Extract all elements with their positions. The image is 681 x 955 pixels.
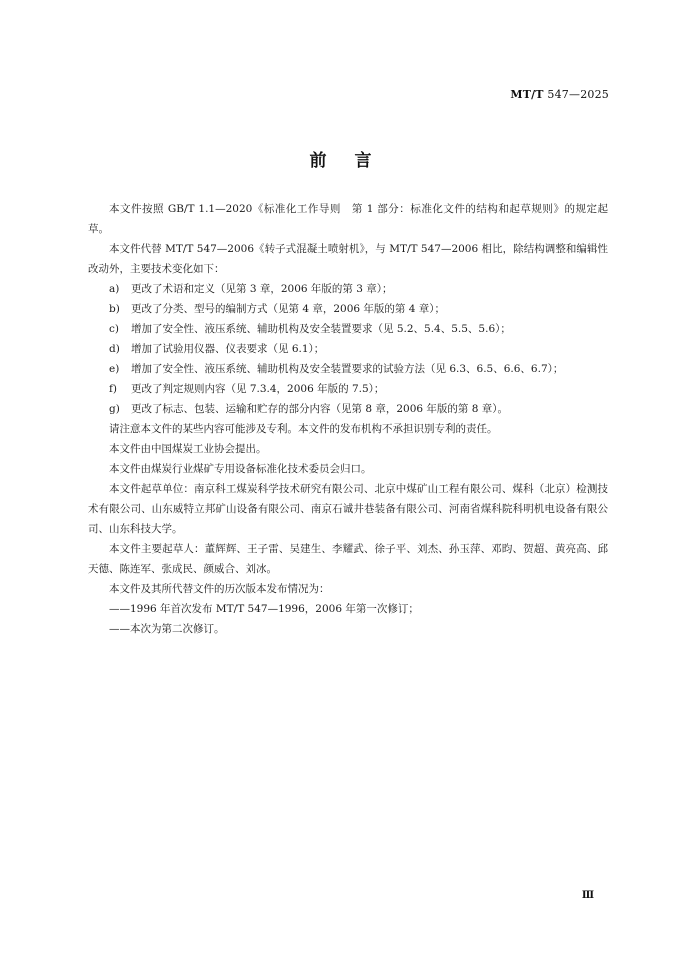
list-marker: b) [109,303,120,315]
paragraph-drafters: 本文件主要起草人：董辉辉、王子雷、吴建生、李耀武、徐子平、刘杰、孙玉萍、邓昀、贺超、黄亮高、邱天德、陈连军、张成民、颜威合、刘冰。 [88,543,608,575]
list-item [88,379,608,399]
standard-code [510,88,609,101]
standard-number: 547—2025 [547,88,609,101]
list-marker: c) [109,323,119,335]
list-item-text: 更改了分类、型号的编制方式（见第 4 章，2006 年版的第 4 章）； [131,303,446,315]
list-marker: g) [109,403,120,415]
foreword-body [88,199,608,639]
list-marker: d) [109,343,120,355]
list-item [88,339,608,359]
standard-prefix: MT/T [510,88,544,101]
list-item-text: 更改了术语和定义（见第 3 章，2006 年版的第 3 章）； [131,283,393,295]
paragraph-replacement: 本文件代替 MT/T 547—2006《转子式混凝土喷射机》，与 MT/T 547—2006 相比，除结构调整和编辑性改动外，主要技术变化如下： [88,243,608,275]
paragraph-history-intro: 本文件及其所代替文件的历次版本发布情况为： [109,583,330,595]
page-number: Ⅲ [581,890,595,901]
paragraph-drafting-rules: 本文件按照 GB/T 1.1—2020《标准化工作导则 第 1 部分：标准化文件的结构和起草规则》的规定起草。 [88,203,608,235]
list-marker: f) [109,383,117,395]
list-item-text: 增加了安全性、液压系统、辅助机构及安全装置要求的试验方法（见 6.3、6.5、6.6、6.7）； [131,363,564,375]
list-item-text: 增加了安全性、液压系统、辅助机构及安全装置要求（见 5.2、5.4、5.5、5.6）； [131,323,511,335]
paragraph-committee: 本文件由煤炭行业煤矿专用设备标准化技术委员会归口。 [109,463,372,475]
history-item: ——1996 年首次发布 MT/T 547—1996，2006 年第一次修订； [109,603,419,615]
paragraph-proposer: 本文件由中国煤炭工业协会提出。 [109,443,267,455]
list-marker: a) [109,283,120,295]
list-item-text: 增加了试验用仪器、仪表要求（见 6.1）； [131,343,325,355]
page-title: 前言 [309,151,400,171]
list-item [88,319,608,339]
list-item [88,399,608,419]
history-item: ——本次为第二次修订。 [109,623,225,635]
list-item [88,299,608,319]
paragraph-patent-notice: 请注意本文件的某些内容可能涉及专利。本文件的发布机构不承担识别专利的责任。 [109,423,498,435]
paragraph-drafting-units: 本文件起草单位：南京科工煤炭科学技术研究有限公司、北京中煤矿山工程有限公司、煤科（北京）检测技术有限公司、山东威特立邦矿山设备有限公司、南京石诚井巷装备有限公司、河南省煤科院科明机电设备有限公司、山东科技大学。 [88,483,608,535]
list-item-text: 更改了标志、包装、运输和贮存的部分内容（见第 8 章，2006 年版的第 8 章）。 [131,403,509,415]
list-item [88,359,608,379]
list-marker: e) [109,363,120,375]
list-item-text: 更改了判定规则内容（见 7.3.4，2006 年版的 7.5）； [131,383,385,395]
changes-list [88,279,608,419]
list-item [88,279,608,299]
